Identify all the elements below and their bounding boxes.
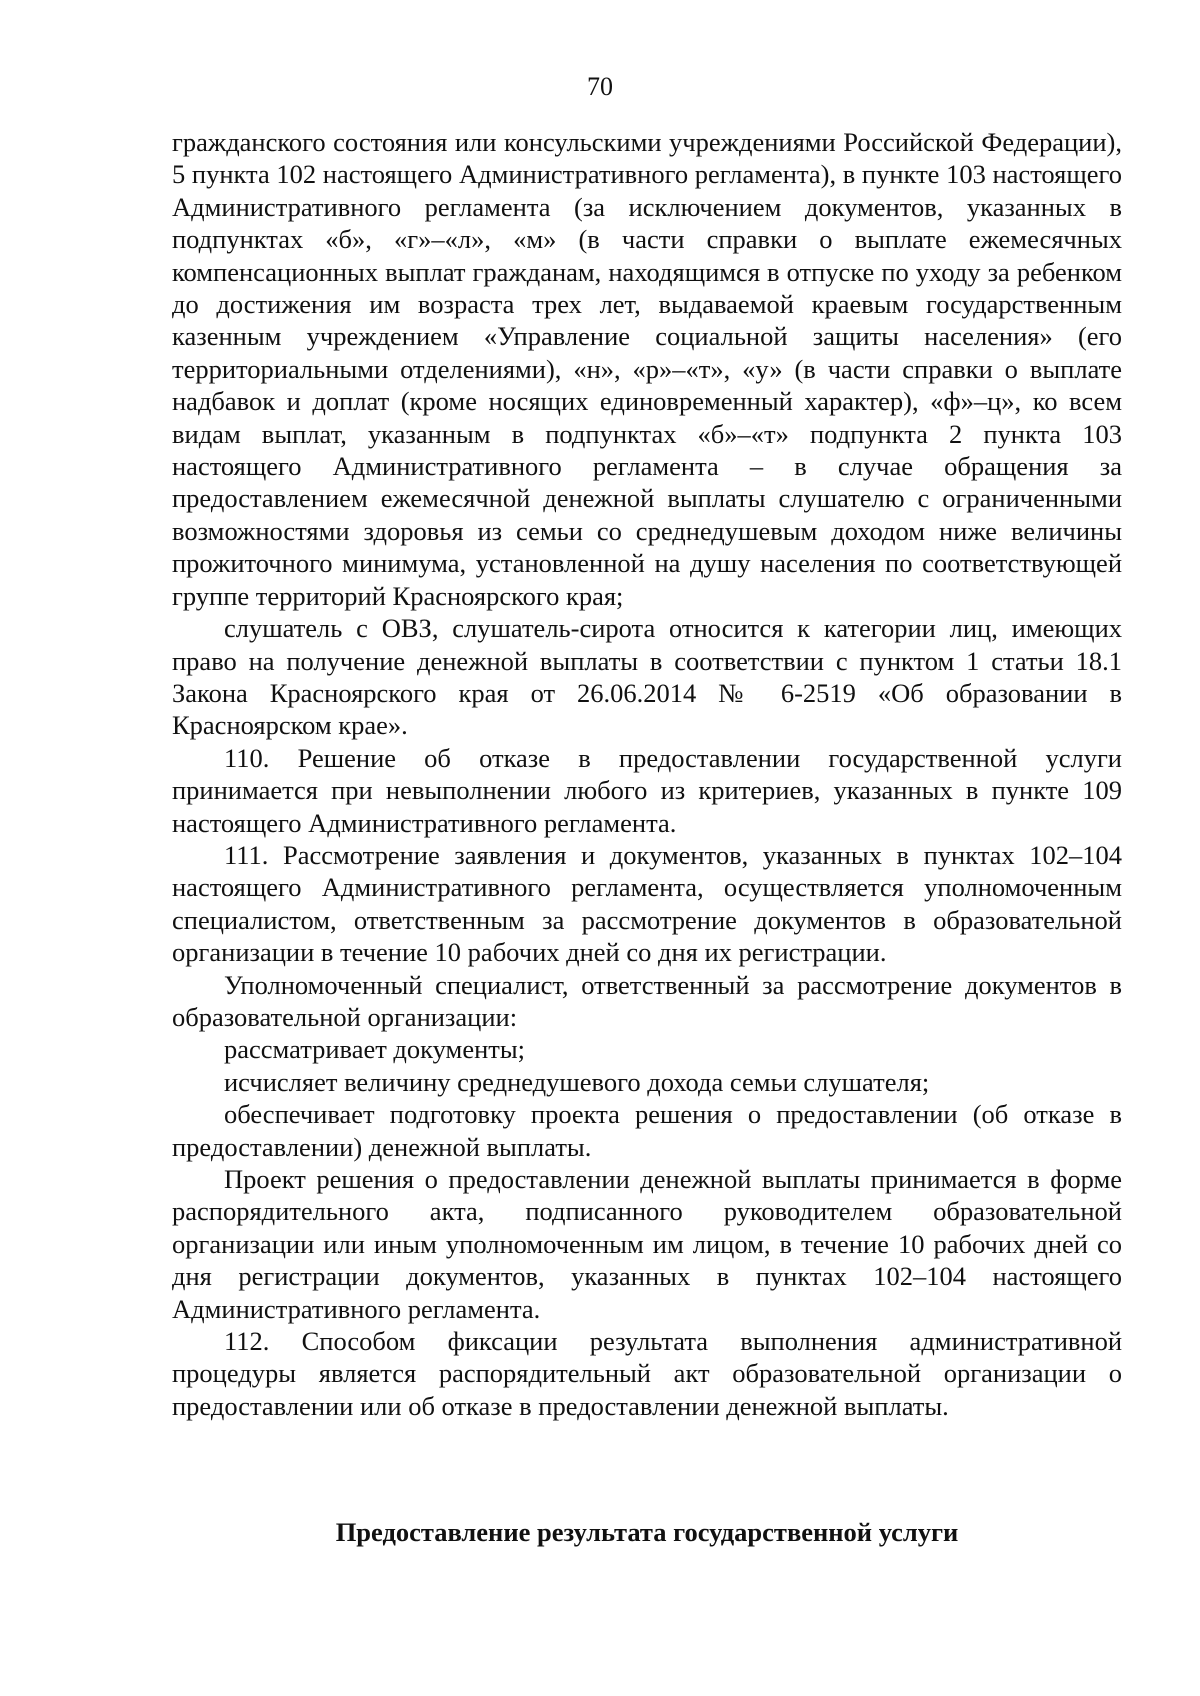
page-number: 70 xyxy=(587,72,613,101)
paragraph: исчисляет величину среднедушевого дохода семьи слушателя; xyxy=(224,1066,930,1097)
paragraph: 111. Рассмотрение заявления и документов, указанных в пунктах 102–104 настоящего Административного регламента, осуществляется уполномоченным специалистом, ответственным за рассмотрение документов в образовательной организации в течение 10 рабочих дней со дня их регистрации. xyxy=(172,839,1122,968)
paragraph: гражданского состояния или консульскими учреждениями Российской Федерации), 5 пункта 102 настоящего Административного регламента), в пункте 103 настоящего Административного регламента (за исключением документов, указанных в подпунктах «б», «г»–«л», «м» (в части справки о выплате ежемесячных компенсационных выплат гражданам, находящимся в отпуске по уходу за ребенком до достижения им возраста трех лет, выдаваемой краевым государственным казенным учреждением «Управление социальной защиты населения» (его территориальными отделениями), «н», «р»–«т», «у» (в части справки о выплате надбавок и доплат (кроме носящих единовременный характер), «ф»–ц», ко всем видам выплат, указанным в подпунктах «б»–«т» подпункта 2 пункта 103 настоящего Административного регламента – в случае обращения за предоставлением ежемесячной денежной выплаты слушателю с ограниченными возможностями здоровья из семьи со среднедушевым доходом ниже величины прожиточного минимума, установленной на душу населения по соответствующей группе территорий Красноярского края; xyxy=(172,127,1122,611)
paragraph: Проект решения о предоставлении денежной выплаты принимается в форме распорядительного акта, подписанного руководителем образовательной организации или иным уполномоченным им лицом, в течение 10 рабочих дней со дня регистрации документов, указанных в пунктах 102–104 настоящего Административного регламента. xyxy=(172,1164,1122,1324)
paragraph: 112. Способом фиксации результата выполнения административной процедуры является распорядительный акт образовательной организации о предоставлении или об отказе в предоставлении денежной выплаты. xyxy=(172,1326,1122,1421)
paragraph: слушатель с ОВЗ, слушатель-сирота относится к категории лиц, имеющих право на получение денежной выплаты в соответствии с пунктом 1 статьи 18.1 Закона Красноярского края от 26.06.2014 № 6-2519 «Об образовании в Красноярском крае». xyxy=(172,613,1122,741)
paragraph: Уполномоченный специалист, ответственный за рассмотрение документов в образовательной организации: xyxy=(172,969,1122,1032)
document-body xyxy=(172,126,1122,1422)
paragraph: 110. Решение об отказе в предоставлении государственной услуги принимается при невыполнении любого из критериев, указанных в пункте 109 настоящего Административного регламента. xyxy=(172,742,1122,838)
section-heading: Предоставление результата государственной услуги xyxy=(335,1517,959,1547)
paragraph: обеспечивает подготовку проекта решения о предоставлении (об отказе в предоставлении) денежной выплаты. xyxy=(172,1099,1122,1162)
paragraph: рассматривает документы; xyxy=(224,1034,526,1065)
